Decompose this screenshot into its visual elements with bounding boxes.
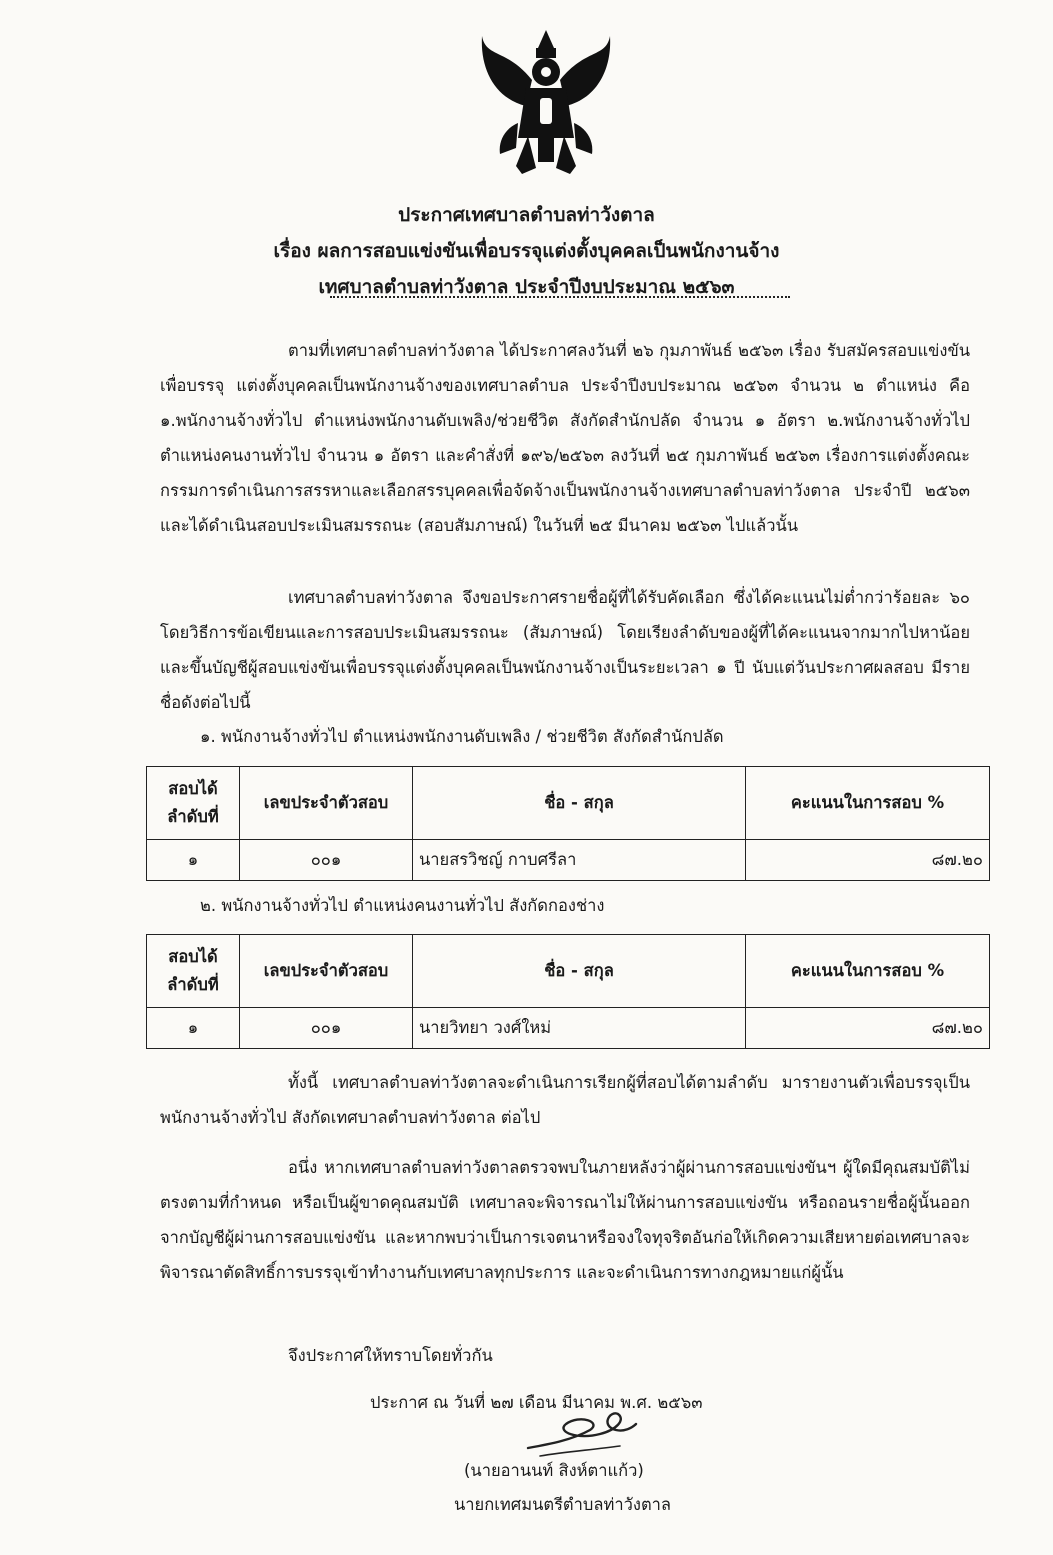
header-score: คะแนนในการสอบ % [746,767,990,840]
cell-rank: ๑ [147,840,240,881]
cell-name: นายสรวิชญ์ กาบศรีลา [413,840,746,881]
signature-icon [520,1400,640,1466]
header-name: ชื่อ - สกุล [413,935,746,1008]
header-exam-id: เลขประจำตัวสอบ [240,767,413,840]
header-name: ชื่อ - สกุล [413,767,746,840]
paragraph-disqualification: อนึ่ง หากเทศบาลตำบลท่าวังตาลตรวจพบในภายหลังว่าผู้ผ่านการสอบแข่งขันฯ ผู้ใดมีคุณสมบัติไม่ตรงตามที่กำหนด หรือเป็นผู้ขาดคุณสมบัติ เทศบาลจะพิจารณาไม่ให้ผ่านการสอบแข่งขัน หรือถอนรายชื่อผู้นั้นออกจากบัญชีผู้ผ่านการสอบแข่งขัน และหากพบว่าเป็นการเจตนาหรือจงใจทุจริตอันก่อให้เกิดความเสียหายต่อเทศบาลจะพิจารณาตัดสิทธิ์การบรรจุเข้าทำงานกับเทศบาลทุกประการ และจะดำเนินการทางกฎหมายแก่ผู้นั้น [160,1158,970,1282]
results-table-firefighter [146,766,990,881]
cell-score: ๘๗.๒๐ [746,1008,990,1049]
header-score: คะแนนในการสอบ % [746,935,990,1008]
announcement-subject: เรื่อง ผลการสอบแข่งขันเพื่อบรรจุแต่งตั้งบุคคลเป็นพนักงานจ้าง [273,240,780,262]
garuda-emblem-icon [476,28,616,178]
header-rank [147,767,240,840]
header-rank-line2: ลำดับที่ [167,975,219,994]
closing-announce: จึงประกาศให้ทราบโดยทั่วกัน [288,1346,493,1365]
cell-score: ๘๗.๒๐ [746,840,990,881]
table-header-row [147,935,990,1008]
header-rank-line1: สอบได้ [168,779,218,798]
header-rank-line2: ลำดับที่ [167,807,219,826]
section-heading-firefighter: ๑. พนักงานจ้างทั่วไป ตำแหน่งพนักงานดับเพลิง / ช่วยชีวิต สังกัดสำนักปลัด [200,727,724,746]
cell-exam-id: ๐๐๑ [240,840,413,881]
cell-exam-id: ๐๐๑ [240,1008,413,1049]
cell-rank: ๑ [147,1008,240,1049]
header-rank [147,935,240,1008]
paragraph-results-intro: เทศบาลตำบลท่าวังตาล จึงขอประกาศรายชื่อผู้ที่ได้รับคัดเลือก ซึ่งได้คะแนนไม่ต่ำกว่าร้อยละ ๖๐ โดยวิธีการข้อเขียนและการสอบประเมินสมรรถนะ (สัมภาษณ์) โดยเรียงลำดับของผู้ที่ได้คะแนนจากมากไปหาน้อย และขึ้นบัญชีผู้สอบแข่งขันเพื่อบรรจุแต่งตั้งบุคคลเป็นพนักงานจ้างเป็นระยะเวลา ๑ ปี นับแต่วันประกาศผลสอบ มีรายชื่อดังต่อไปนี้ [160,588,970,712]
signer-name: (นายอานนท์ สิงห์ตาแก้ว) [464,1461,644,1480]
cell-name: นายวิทยา วงศ์ใหม่ [413,1008,746,1049]
table-row [147,840,990,881]
table-header-row [147,767,990,840]
paragraph-background: ตามที่เทศบาลตำบลท่าวังตาล ได้ประกาศลงวันที่ ๒๖ กุมภาพันธ์ ๒๕๖๓ เรื่อง รับสมัครสอบแข่งขันเพื่อบรรจุ แต่งตั้งบุคคลเป็นพนักงานจ้างของเทศบาลตำบล ประจำปีงบประมาณ ๒๕๖๓ จำนวน ๒ ตำแหน่ง คือ ๑.พนักงานจ้างทั่วไป ตำแหน่งพนักงานดับเพลิง/ช่วยชีวิต สังกัดสำนักปลัด จำนวน ๑ อัตรา ๒.พนักงานจ้างทั่วไป ตำแหน่งคนงานทั่วไป จำนวน ๑ อัตรา และคำสั่งที่ ๑๙๖/๒๕๖๓ ลงวันที่ ๒๕ กุมภาพันธ์ ๒๕๖๓ เรื่องการแต่งตั้งคณะกรรมการดำเนินการสรรหาและเลือกสรรบุคคลเพื่อจัดจ้างเป็นพนักงานจ้างเทศบาลตำบลท่าวังตาล ประจำปี ๒๕๖๓ และได้ดำเนินสอบประเมินสมรรถนะ (สอบสัมภาษณ์) ในวันที่ ๒๕ มีนาคม ๒๕๖๓ ไปแล้วนั้น [160,341,970,535]
announcement-date: ประกาศ ณ วันที่ ๒๗ เดือน มีนาคม พ.ศ. ๒๕๖๓ [370,1393,703,1412]
dotted-divider [330,296,790,298]
section-heading-laborer: ๒. พนักงานจ้างทั่วไป ตำแหน่งคนงานทั่วไป สังกัดกองช่าง [200,896,605,915]
paragraph-next-steps: ทั้งนี้ เทศบาลตำบลท่าวังตาลจะดำเนินการเรียกผู้ที่สอบได้ตามลำดับ มารายงานตัวเพื่อบรรจุเป็นพนักงานจ้างทั่วไป สังกัดเทศบาลตำบลท่าวังตาล ต่อไป [160,1073,970,1127]
announcement-subtitle: เทศบาลตำบลท่าวังตาล ประจำปีงบประมาณ ๒๕๖๓ [318,276,735,298]
announcement-title: ประกาศเทศบาลตำบลท่าวังตาล [398,204,655,226]
header-exam-id: เลขประจำตัวสอบ [240,935,413,1008]
table-row [147,1008,990,1049]
header-rank-line1: สอบได้ [168,947,218,966]
results-table-laborer [146,934,990,1049]
signer-position: นายกเทศมนตรีตำบลท่าวังตาล [454,1495,672,1514]
